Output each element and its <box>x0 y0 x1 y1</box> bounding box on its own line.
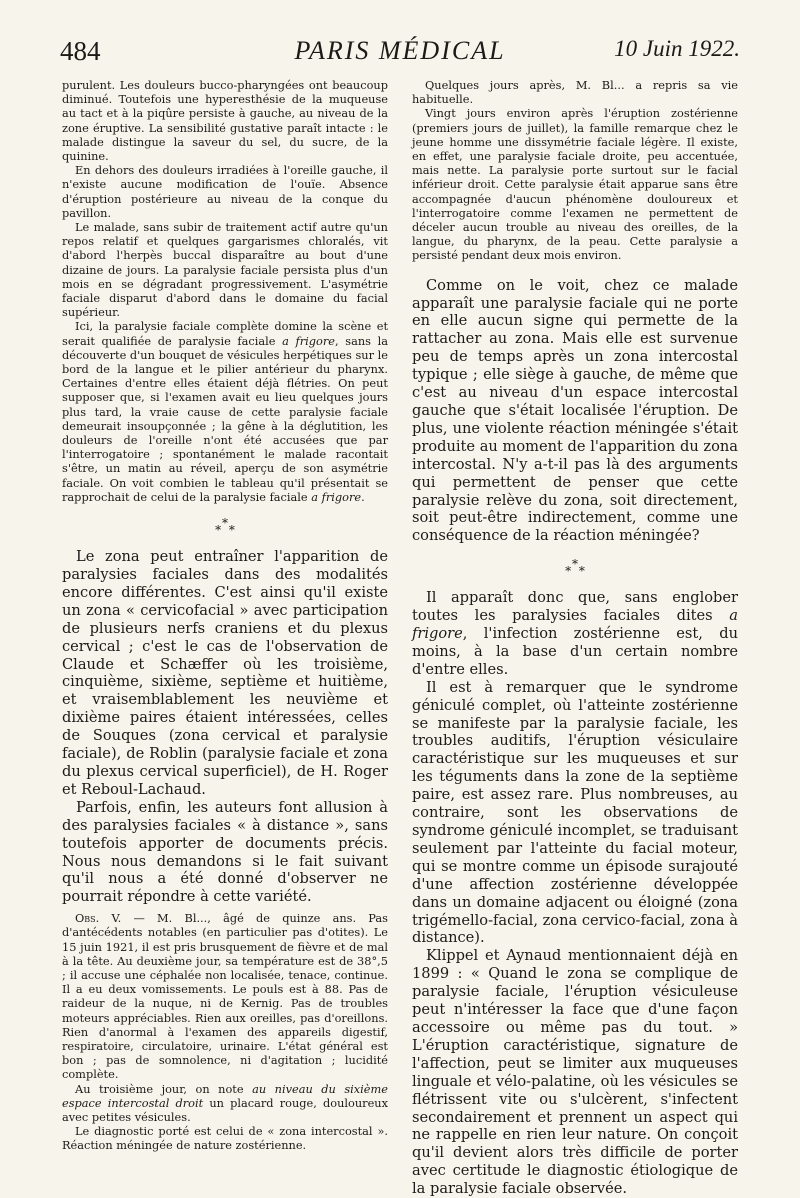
paragraph: Le diagnostic porté est celui de « zona intercostal ». Réaction méningée de nature zostérienne. <box>62 1124 388 1153</box>
text-run: un placard rouge, douloureux avec petites vésicules. <box>62 1095 388 1125</box>
paragraph: purulent. Les douleurs bucco-pharyngées ont beaucoup diminué. Toutefois une hyperesthésie de la muqueuse au tact et à la piqûre persiste à gauche, au niveau de la zone éruptive. La sensibilité gustative paraît intacte : le malade distingue la saveur du sel, du sucre, de la quinine. <box>62 78 388 164</box>
paragraph: Le malade, sans subir de traitement actif autre qu'un repos relatif et quelques gargarismes chloralés, vit d'abord l'herpès buccal disparaître au bout d'une dizaine de jours. La paralysie faciale persista plus d'un mois en se dégradant progressivement. L'asymétrie faciale disparut d'abord dans le domaine du facial supérieur. <box>62 220 388 320</box>
star: * <box>215 523 222 538</box>
paragraph: Parfois, enfin, les auteurs font allusion à des paralysies faciales « à distance », sans toutefois apporter de documents précis. Nous nous demandons si le fait suivant qu'il nous a été donné d'observer ne pourrait répondre à cette variété. <box>62 798 388 906</box>
text-run: — M. Bl..., âgé de quinze ans. Pas d'antécédents notables (en particulier pas d'otites). Le 15 juin 1921, il est pris brusquement de fièvre et de mal à la tête. Au deuxième jour, sa température est de 38°,5 ; il accuse une céphalée non localisée, tenace, continue. Il a eu deux vomissements. Le pouls est à 88. Pas de raideur de la nuque, ni de Kernig. Pas de troubles moteurs appréciables. Rien aux oreilles, pas d'oreillons. Rien d'anormal à l'examen des appareils digestif, respiratoire, circulatoire, urinaire. L'état général est bon ; pas de somnolence, ni d'agitation ; lucidité complète. <box>62 911 389 1082</box>
paragraph <box>412 589 738 679</box>
star: * <box>222 516 228 531</box>
paragraph <box>62 1082 388 1125</box>
section-separator <box>62 516 388 538</box>
text-run: , l'infection zostérienne est, du moins, à la base d'un certain nombre d'entre elles. <box>412 625 738 678</box>
left-small-text <box>62 78 388 504</box>
page-header <box>60 36 740 70</box>
italic-term: a frigore <box>282 333 336 348</box>
page-number: 484 <box>60 36 101 66</box>
text-run: Au troisième jour, on note <box>75 1081 253 1096</box>
right-large-text-2 <box>412 589 738 1198</box>
italic-term: a frigore <box>311 489 362 504</box>
star: * <box>228 523 235 538</box>
paragraph: En dehors des douleurs irradiées à l'oreille gauche, il n'existe aucune modification de l'ouïe. Absence d'éruption postérieure au niveau de la conque du pavillon. <box>62 163 388 220</box>
section-separator <box>412 557 738 579</box>
paragraph <box>62 319 388 504</box>
text-run: Il apparaît donc que, sans englober toutes les paralysies faciales dites <box>412 589 738 625</box>
paragraph: Il est à remarquer que le syndrome géniculé complet, où l'atteinte zostérienne se manifeste par la paralysie faciale, les troubles auditifs, l'éruption vésiculaire caractéristique sur les muqueuses et sur les téguments dans la zone de la septième paire, est assez rare. Plus nombreuses, au contraire, sont les observations de syndrome géniculé incomplet, se traduisant seulement par l'atteinte du facial moteur, qui se montre comme un épisode surajouté d'une affection zostérienne développée dans un domaine adjacent ou éloigné (zona trigémello-facial, zona cervico-facial, zona à distance). <box>412 678 738 947</box>
left-large-text <box>62 548 388 906</box>
paragraph: Quelques jours après, M. Bl... a repris sa vie habituelle. <box>412 78 738 107</box>
observation-text <box>62 911 388 1152</box>
star: * <box>578 564 585 579</box>
paragraph <box>62 911 388 1081</box>
star: * <box>565 564 572 579</box>
left-column <box>62 78 388 1153</box>
italic-term: a frigore <box>412 607 738 643</box>
paragraph: Klippel et Aynaud mentionnaient déjà en 1899 : « Quand le zona se complique de paralysie faciale, l'éruption vésiculeuse peut n'intéresser la face que d'une façon accessoire ou même pas du tout. » L'éruption caractéristique, signature de l'affection, peut se limiter aux muqueuses linguale et vélo-palatine, où les vésicules se flétrissent vite ou s'ulcèrent, s'infectent secondairement et prennent un aspect qui ne rappelle en rien leur nature. On conçoit qu'il devient alors très difficile de porter avec certitude le diagnostic étiologique de la paralysie faciale observée. <box>412 947 738 1198</box>
text-run: Ici, la paralysie faciale complète domine la scène et serait qualifiée de paralysie faciale <box>62 319 388 348</box>
paragraph: Comme on le voit, chez ce malade apparaît une paralysie faciale qui ne porte en elle aucun signe qui permette de la rattacher au zona. Mais elle est survenue peu de temps après un zona intercostal typique ; elle siège à gauche, de même que c'est au niveau d'un espace intercostal gauche que s'était localisée l'éruption. De plus, une violente réaction méningée s'était produite au moment de l'apparition du zona intercostal. N'y a-t-il pas là des arguments qui permettent de penser que cette paralysie relève du zona, soit directement, soit peut-être indirectement, comme une conséquence de la réaction méningée? <box>412 276 738 545</box>
right-small-text <box>412 78 738 263</box>
italic-phrase: au niveau du sixième espace intercostal droit <box>62 1081 388 1110</box>
text-run: . <box>361 489 365 504</box>
right-large-text <box>412 277 738 546</box>
text-run: , sans la découverte d'un bouquet de vésicules herpétiques sur le bord de la langue et le pilier antérieur du pharynx. Certaines d'entre elles étaient déjà flétries. On peut supposer que, si l'examen avait eu lieu quelques jours plus tard, la vraie cause de cette paralysie faciale demeurait insoupçonnée ; la gêne à la déglutition, les douleurs de l'oreille n'ont été accusées que par l'interrogatoire ; spontanément le malade racontait s'être, un matin au réveil, aperçu de son asymétrie faciale. On voit combien le tableau qu'il présentait se rapprochait de celui de la paralysie faciale <box>62 333 389 504</box>
observation-label: Obs. V. <box>75 911 122 926</box>
journal-title: PARIS MÉDICAL <box>294 36 506 65</box>
paragraph: Le zona peut entraîner l'apparition de paralysies faciales dans des modalités encore différentes. C'est ainsi qu'il existe un zona « cervicofacial » avec participation de plusieurs nerfs craniens et du plexus cervical ; c'est le cas de l'observation de Claude et Schæffer où les troisième, cinquième, sixième, septième et huitième, et vraisemblablement les neuvième et dixième paires étaient intéressées, celles de Souques (zona cervical et paralysie faciale), de Roblin (paralysie faciale et zona du plexus cervical superficiel), de H. Roger et Reboul-Lachaud. <box>62 548 388 798</box>
right-column <box>412 78 738 1198</box>
star: * <box>572 557 578 572</box>
issue-date: 10 Juin 1922. <box>614 36 740 61</box>
paragraph: Vingt jours environ après l'éruption zostérienne (premiers jours de juillet), la famille remarque chez le jeune homme une dissymétrie faciale légère. Il existe, en effet, une paralysie faciale droite, peu accentuée, mais nette. La paralysie porte surtout sur le facial inférieur droit. Cette paralysie était apparue sans être accompagnée d'aucun phénomène douloureux et l'interrogatoire comme l'examen ne permettent de déceler aucun trouble au niveau des oreilles, de la langue, du pharynx, de la peau. Cette paralysie a persisté pendant deux mois environ. <box>412 106 738 263</box>
